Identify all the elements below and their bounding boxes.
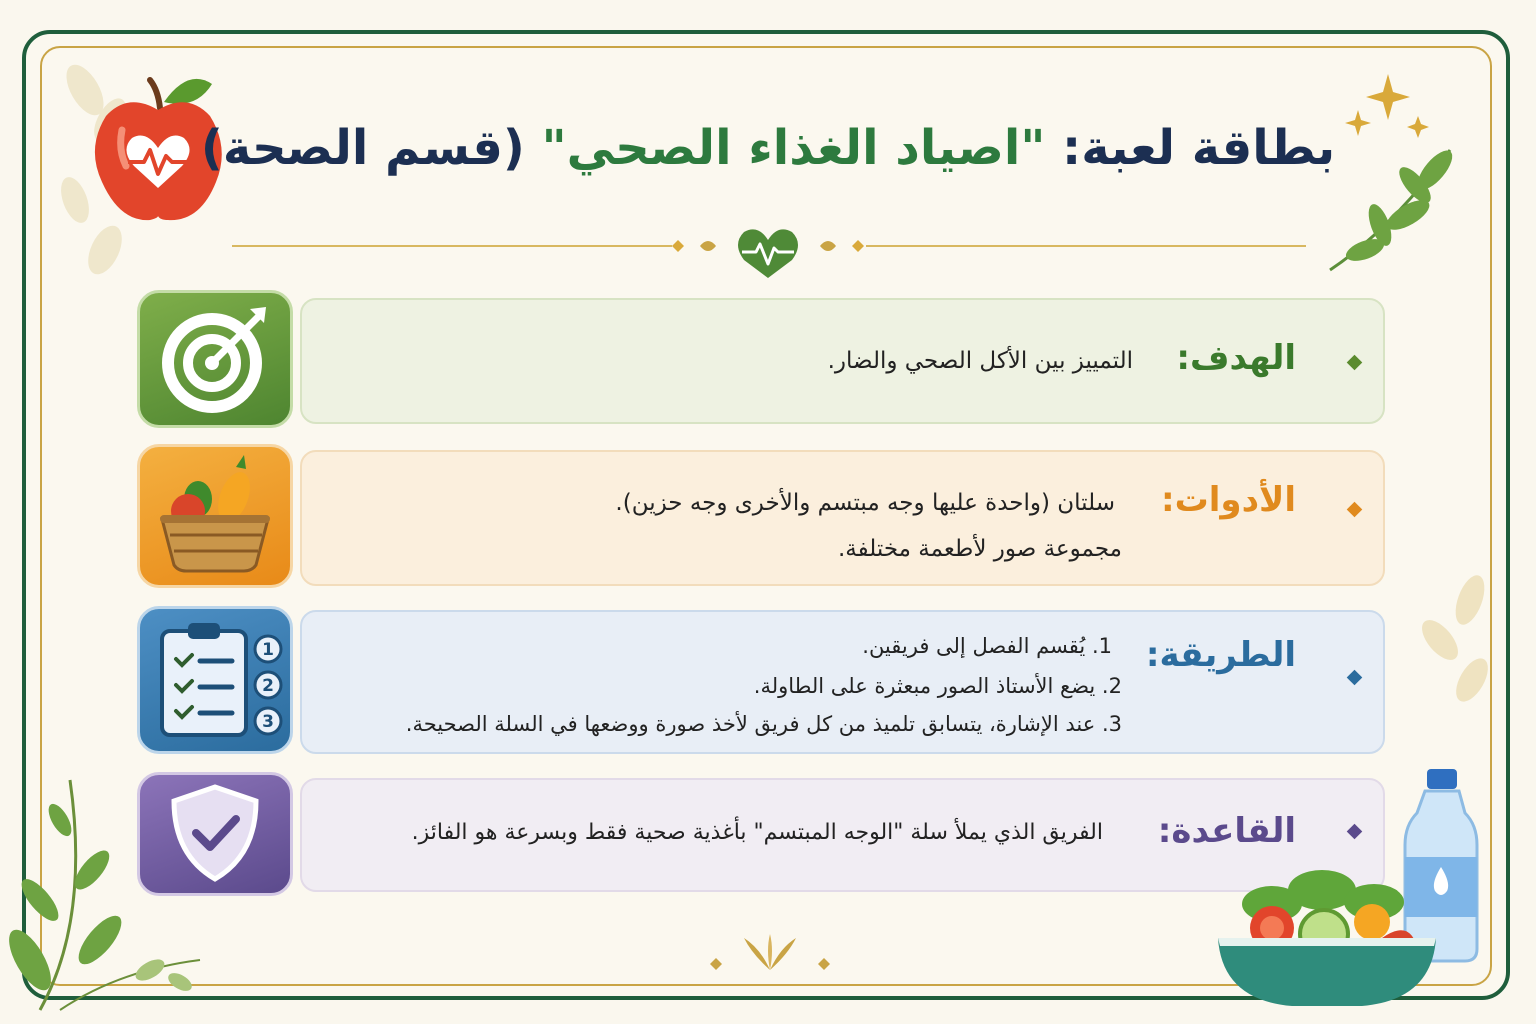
rule-label: القاعدة: xyxy=(1157,811,1296,851)
tools-line-2: مجموعة صور لأطعمة مختلفة. xyxy=(838,536,1122,562)
leaf-decoration-right-icon xyxy=(1410,570,1500,750)
tools-label: الأدوات: xyxy=(1161,480,1296,520)
sparkle-icon xyxy=(1340,70,1440,150)
checklist-number-3: 3 xyxy=(262,712,274,732)
goal-icon-tile xyxy=(137,290,293,428)
method-label: الطريقة: xyxy=(1145,635,1296,675)
title-divider-left xyxy=(232,245,672,247)
method-step-3: 3. عند الإشارة، يتسابق تلميذ من كل فريق لأخذ صورة ووضعها في السلة الصحيحة. xyxy=(405,712,1122,736)
rule-text: الفريق الذي يملأ سلة "الوجه المبتسم" بأغذية صحية فقط وبسرعة هو الفائز. xyxy=(411,820,1103,845)
title-game-name: "اصياد الغذاء الصحي" xyxy=(541,120,1046,176)
checklist-number-1: 1 xyxy=(262,640,274,660)
clipboard-checklist-icon xyxy=(140,609,290,751)
page-title xyxy=(0,120,1536,176)
goal-text: التمييز بين الأكل الصحي والضار. xyxy=(827,348,1133,374)
bottom-ornament-icon xyxy=(690,930,850,980)
title-prefix: بطاقة لعبة: xyxy=(1045,120,1336,176)
method-icon-tile xyxy=(137,606,293,754)
tools-icon-tile xyxy=(137,444,293,588)
salad-bowl-icon xyxy=(1212,860,1442,1010)
checklist-number-2: 2 xyxy=(262,676,274,696)
heartbeat-heart-icon xyxy=(660,222,876,278)
title-suffix: (قسم الصحة) xyxy=(200,120,542,176)
method-step-2: 2. يضع الأستاذ الصور مبعثرة على الطاولة. xyxy=(753,674,1122,698)
plant-branch-icon xyxy=(0,760,210,1020)
goal-label: الهدف: xyxy=(1176,338,1296,378)
basket-icon xyxy=(140,447,290,585)
method-step-1: 1. يُقسم الفصل إلى فريقين. xyxy=(862,634,1112,658)
title-divider-right xyxy=(866,245,1306,247)
target-icon xyxy=(140,293,290,425)
olive-branch-icon xyxy=(1320,140,1470,280)
tools-line-1: سلتان (واحدة عليها وجه مبتسم والأخرى وجه حزين). xyxy=(615,490,1115,516)
